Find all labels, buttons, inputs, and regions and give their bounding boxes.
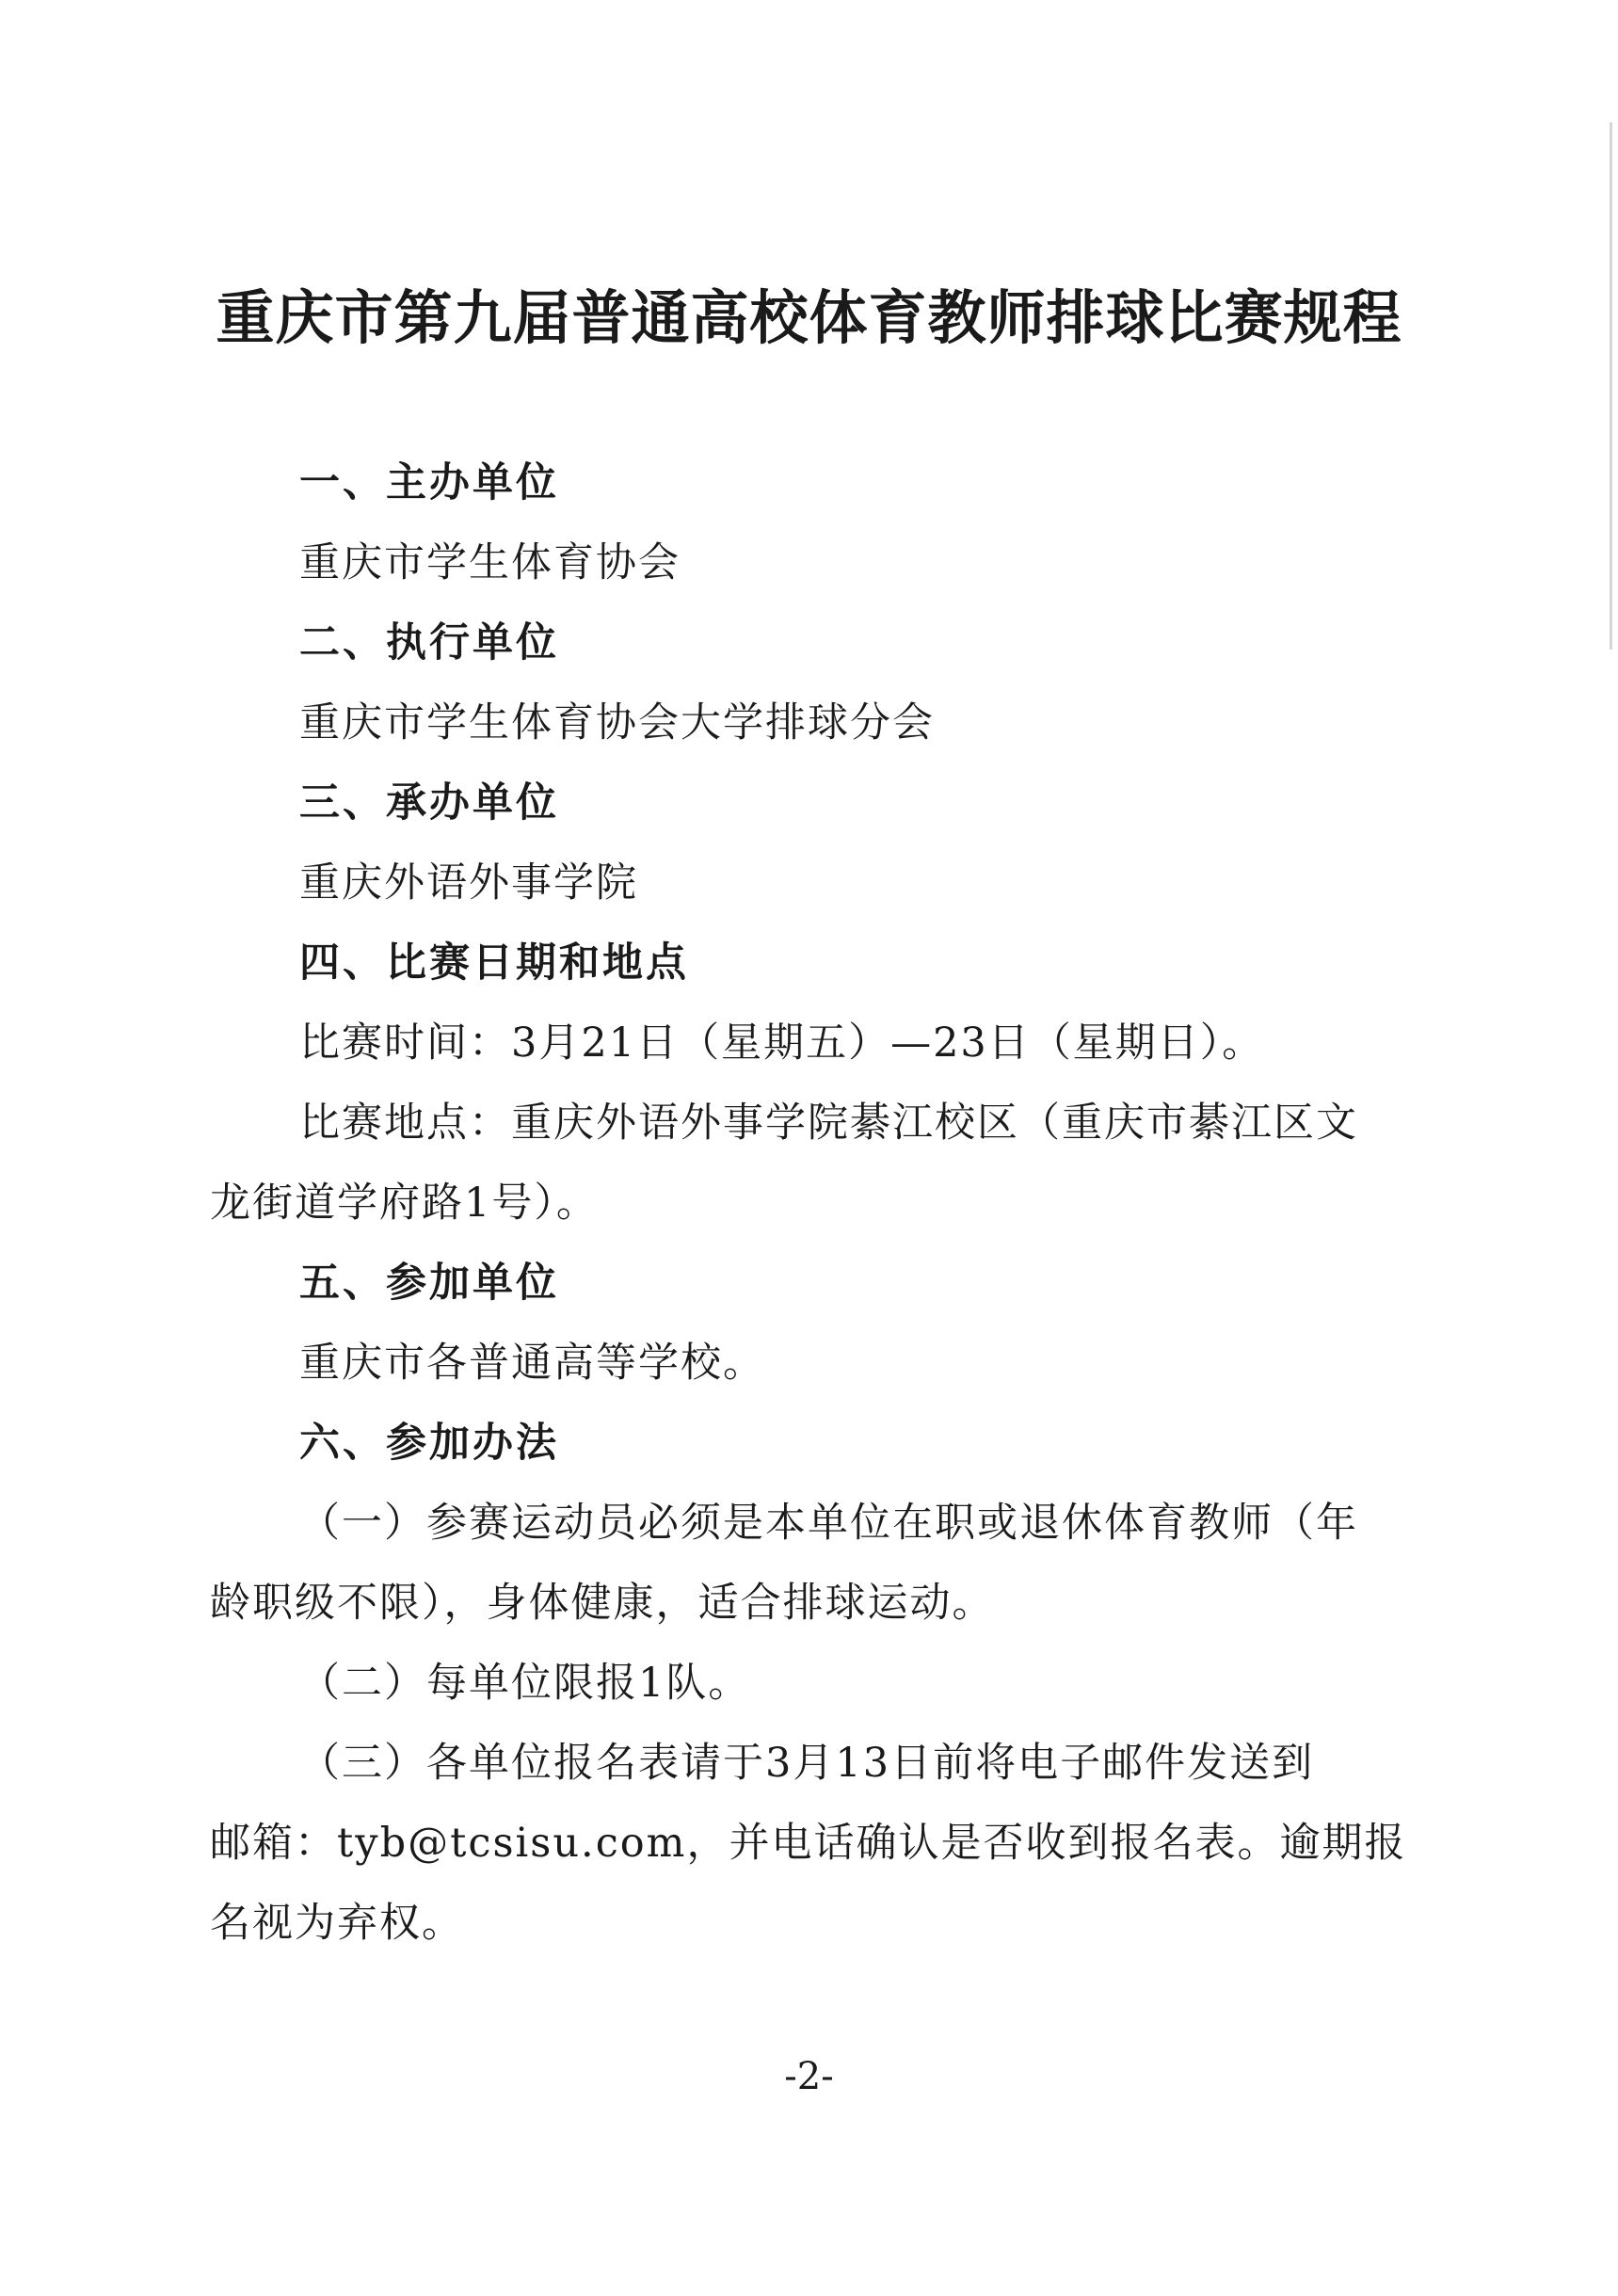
page-number: -2- (784, 2055, 834, 2098)
organizer-text: 重庆市学生体育协会 (299, 539, 681, 586)
section-heading-organizer: 一、主办单位 (299, 459, 559, 506)
method-item-2: （二）每单位限报1队。 (299, 1660, 751, 1707)
document-title: 重庆市第九届普通高校体育教师排球比赛规程 (216, 283, 1402, 352)
match-venue-text: 比赛地点：重庆外语外事学院綦江校区（重庆市綦江区文 (299, 1100, 1358, 1147)
participants-text: 重庆市各普通高等学校。 (299, 1340, 765, 1387)
section-heading-host: 三、承办单位 (299, 779, 559, 827)
section-heading-participants: 五、参加单位 (299, 1260, 559, 1307)
method-item-1-continued: 龄职级不限），身体健康，适合排球运动。 (210, 1580, 995, 1627)
section-heading-executor: 二、执行单位 (299, 619, 559, 666)
match-venue-text-continued: 龙街道学府路1号）。 (210, 1180, 599, 1227)
method-item-1: （一）参赛运动员必须是本单位在职或退休体育教师（年 (299, 1500, 1358, 1547)
method-item-3-continued: 邮箱：tyb@tcsisu.com，并电话确认是否收到报名表。逾期报 (210, 1820, 1407, 1867)
method-item-3-end: 名视为弃权。 (210, 1900, 464, 1947)
section-heading-date-venue: 四、比赛日期和地点 (299, 939, 689, 987)
section-heading-participation-method: 六、参加办法 (299, 1420, 559, 1467)
match-time-text: 比赛时间：3月21日（星期五）—23日（星期日）。 (299, 1020, 1265, 1067)
method-item-3: （三）各单位报名表请于3月13日前将电子邮件发送到 (299, 1740, 1315, 1787)
executor-text: 重庆市学生体育协会大学排球分会 (299, 699, 935, 747)
scan-edge-shadow (1610, 122, 1612, 650)
host-text: 重庆外语外事学院 (299, 859, 638, 907)
